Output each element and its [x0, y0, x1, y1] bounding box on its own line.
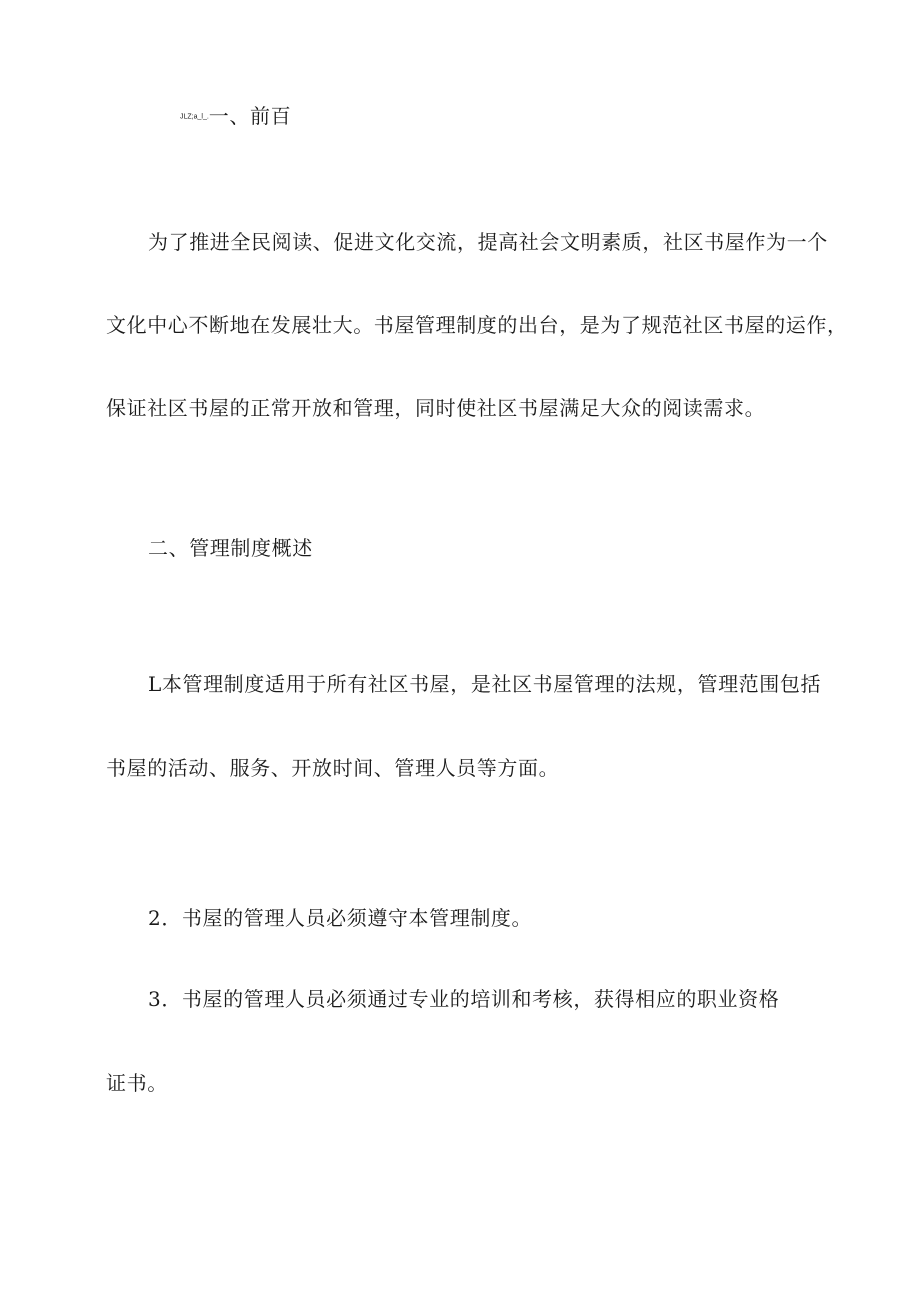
item-1-line-2: 书屋的活动、服务、开放时间、管理人员等方面。 [106, 756, 560, 780]
item-3-line-2: 证书。 [106, 1071, 168, 1095]
item-3-line-1: 3．书屋的管理人员必须通过专业的培训和考核，获得相应的职业资格 [148, 987, 780, 1011]
heading-prefix-artifact: JLZ;a_l_. [180, 113, 209, 121]
heading-preface-text: 一、前百 [208, 104, 292, 128]
item-2-line-1: 2．书屋的管理人员必须遵守本管理制度。 [148, 906, 533, 930]
intro-line-3: 保证社区书屋的正常开放和管理，同时使社区书屋满足大众的阅读需求。 [106, 396, 766, 420]
heading-preface [180, 104, 291, 130]
item-1-line-1: L本管理制度适用于所有社区书屋，是社区书屋管理的法规，管理范围包括 [148, 672, 822, 696]
intro-line-2: 文化中心不断地在发展壮大。书屋管理制度的出台，是为了规范社区书屋的运作， [106, 313, 848, 337]
intro-line-1: 为了推进全民阅读、促进文化交流，提高社会文明素质，社区书屋作为一个 [148, 230, 828, 254]
heading-overview: 二、管理制度概述 [148, 536, 313, 560]
